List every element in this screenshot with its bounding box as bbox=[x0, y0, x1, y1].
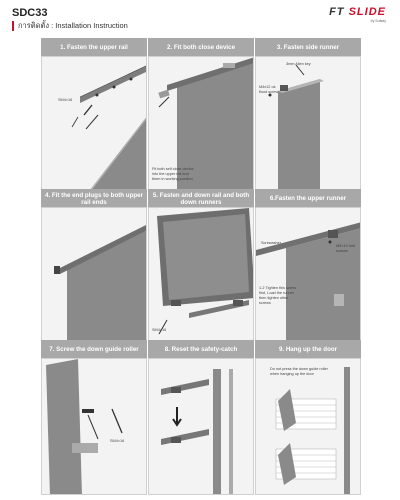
screwdriver-icon bbox=[84, 105, 92, 115]
arrow-down-icon bbox=[173, 407, 181, 425]
step-7-screw-label: SM4×16 bbox=[110, 439, 125, 443]
step-9-panel bbox=[255, 340, 361, 495]
step-7-panel bbox=[41, 340, 147, 495]
guide-roller-icon bbox=[82, 409, 94, 413]
close-device-icon bbox=[158, 90, 169, 99]
step-3-panel bbox=[255, 38, 361, 193]
step-6-title: 6.Fasten the upper runner bbox=[255, 189, 361, 207]
floor-guide bbox=[72, 443, 98, 453]
step-7-drawing bbox=[42, 359, 147, 495]
step-6-note: 1-2 Tighten this screw first, Load the runner then tighten other screws bbox=[259, 286, 296, 305]
step-9-title: 9. Hang up the door bbox=[255, 340, 361, 358]
step-9-drawing bbox=[256, 359, 361, 495]
step-2-illustration bbox=[148, 56, 254, 193]
door-side-view bbox=[344, 367, 350, 495]
step-8-illustration bbox=[148, 358, 254, 495]
subtitle-row bbox=[12, 20, 128, 32]
close-device-icon bbox=[223, 63, 235, 68]
step-1-title: 1. Fasten the upper rail bbox=[41, 38, 147, 56]
runner-detail bbox=[334, 294, 344, 306]
page-subtitle: การติดตั้ง : Installation Instruction bbox=[18, 21, 128, 30]
logo-left: FT bbox=[329, 6, 345, 18]
brand-logo bbox=[329, 6, 386, 18]
step-3-allen-label: 3mm Allen key bbox=[286, 62, 311, 66]
end-plug-icon bbox=[54, 266, 60, 274]
step-5-title: 5. Fasten and down rail and both down runners bbox=[148, 189, 254, 207]
arrow-icon bbox=[159, 97, 169, 107]
upper-rail bbox=[161, 429, 209, 445]
step-3-title: 3. Fasten side runner bbox=[255, 38, 361, 56]
step-1-illustration bbox=[41, 56, 147, 193]
step-1-drawing bbox=[42, 57, 147, 193]
down-runner-icon bbox=[233, 300, 243, 306]
step-7-illustration bbox=[41, 358, 147, 495]
step-5-panel bbox=[148, 189, 254, 344]
step-9-illustration bbox=[255, 358, 361, 495]
logo-sub: by Sutsay bbox=[370, 19, 386, 23]
door-edge bbox=[213, 369, 221, 495]
step-1-panel bbox=[41, 38, 147, 193]
step-5-illustration bbox=[148, 207, 254, 344]
down-runner-icon bbox=[171, 300, 181, 306]
safety-catch-icon bbox=[171, 387, 181, 393]
step-3-illustration bbox=[255, 56, 361, 193]
accent-bar bbox=[12, 21, 14, 31]
side-runner bbox=[280, 85, 288, 91]
step-4-illustration bbox=[41, 207, 147, 344]
screwdriver-icon bbox=[112, 409, 122, 433]
wall-edge bbox=[229, 369, 233, 495]
model-code: SDC33 bbox=[12, 7, 48, 19]
step-4-panel bbox=[41, 189, 147, 344]
step-2-panel bbox=[148, 38, 254, 193]
step-4-drawing bbox=[42, 208, 147, 344]
step-5-drawing bbox=[149, 208, 254, 344]
step-6-panel bbox=[255, 189, 361, 344]
screw-icon bbox=[113, 86, 116, 89]
door-panel bbox=[46, 359, 82, 495]
logo-right: SLIDE bbox=[348, 6, 386, 18]
step-3-drawing bbox=[256, 57, 361, 193]
screw-icon bbox=[86, 115, 98, 129]
step-8-title: 8. Reset the safety-catch bbox=[148, 340, 254, 358]
step-8-drawing bbox=[149, 359, 254, 495]
screw-icon bbox=[329, 241, 332, 244]
step-7-title: 7. Screw the down guide roller bbox=[41, 340, 147, 358]
step-8-panel bbox=[148, 340, 254, 495]
screw-icon bbox=[72, 117, 78, 127]
door-panel bbox=[278, 79, 320, 193]
step-6-drawing bbox=[256, 208, 361, 344]
step-4-title: 4. Fit the end plugs to both upper rail ends bbox=[41, 189, 147, 207]
step-6-screw-label: M5×10 fold screws bbox=[336, 244, 355, 253]
screw-icon bbox=[96, 94, 99, 97]
door-panel bbox=[163, 214, 249, 300]
step-9-note: Do not press the down guide roller when hanging up the door bbox=[270, 367, 328, 376]
step-2-note: Fit both self close device into the upper rail and them in working position bbox=[152, 167, 194, 181]
upper-rail bbox=[80, 65, 147, 103]
door-panel bbox=[87, 115, 147, 193]
rail-line bbox=[80, 65, 147, 97]
step-6-illustration bbox=[255, 207, 361, 344]
step-6-washer-label: Screwasher bbox=[261, 241, 282, 245]
step-5-screw-label: SM4×16 bbox=[152, 328, 167, 332]
safety-catch-icon bbox=[171, 437, 181, 443]
screw-icon bbox=[88, 415, 98, 439]
header bbox=[0, 0, 400, 40]
step-2-title: 2. Fit both close device bbox=[148, 38, 254, 56]
step-3-screw-label: M4x12 ok flood screw bbox=[259, 85, 279, 94]
step-1-screw-label: SM4×16 bbox=[58, 98, 73, 102]
upper-runner bbox=[328, 230, 338, 238]
upper-rail bbox=[161, 379, 209, 395]
screw-icon bbox=[130, 78, 133, 81]
